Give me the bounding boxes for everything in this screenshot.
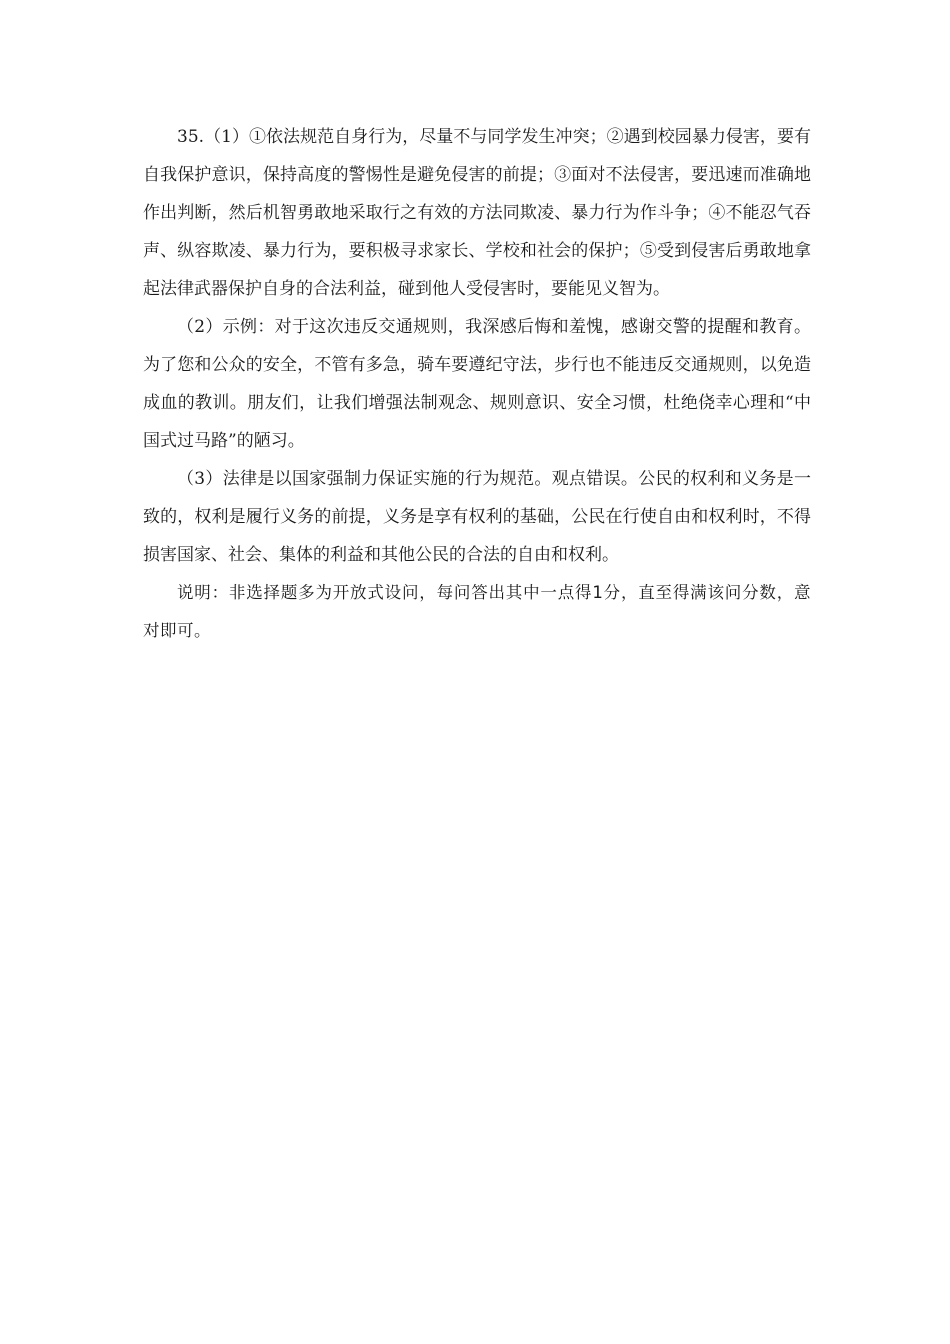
answer-35-part-1: 35.（1）①依法规范自身行为，尽量不与同学发生冲突；②遇到校园暴力侵害，要有自我保护意识，保持高度的警惕性是避免侵害的前提；③面对不法侵害，要迅速而准确地作出判断，然后机智勇敢地采取行之有效的方法同欺凌、暴力行为作斗争；④不能忍气吞声、纵容欺凌、暴力行为，要积极寻求家长、学校和社会的保护；⑤受到侵害后勇敢地拿起法律武器保护自身的合法利益，碰到他人受侵害时，要能见义智为。 — [143, 127, 811, 299]
scoring-note: 说明：非选择题多为开放式设问，每问答出其中一点得1分，直至得满该问分数，意对即可。 — [143, 583, 811, 640]
answer-content — [143, 118, 811, 650]
answer-35-part-3: （3）法律是以国家强制力保证实施的行为规范。观点错误。公民的权利和义务是一致的，权利是履行义务的前提，义务是享有权利的基础，公民在行使自由和权利时，不得损害国家、社会、集体的利益和其他公民的合法的自由和权利。 — [143, 469, 811, 565]
answer-35-part-2: （2）示例：对于这次违反交通规则，我深感后悔和羞愧，感谢交警的提醒和教育。为了您和公众的安全，不管有多急，骑车要遵纪守法，步行也不能违反交通规则，以免造成血的教训。朋友们，让我们增强法制观念、规则意识、安全习惯，杜绝侥幸心理和“中国式过马路”的陋习。 — [143, 317, 811, 451]
